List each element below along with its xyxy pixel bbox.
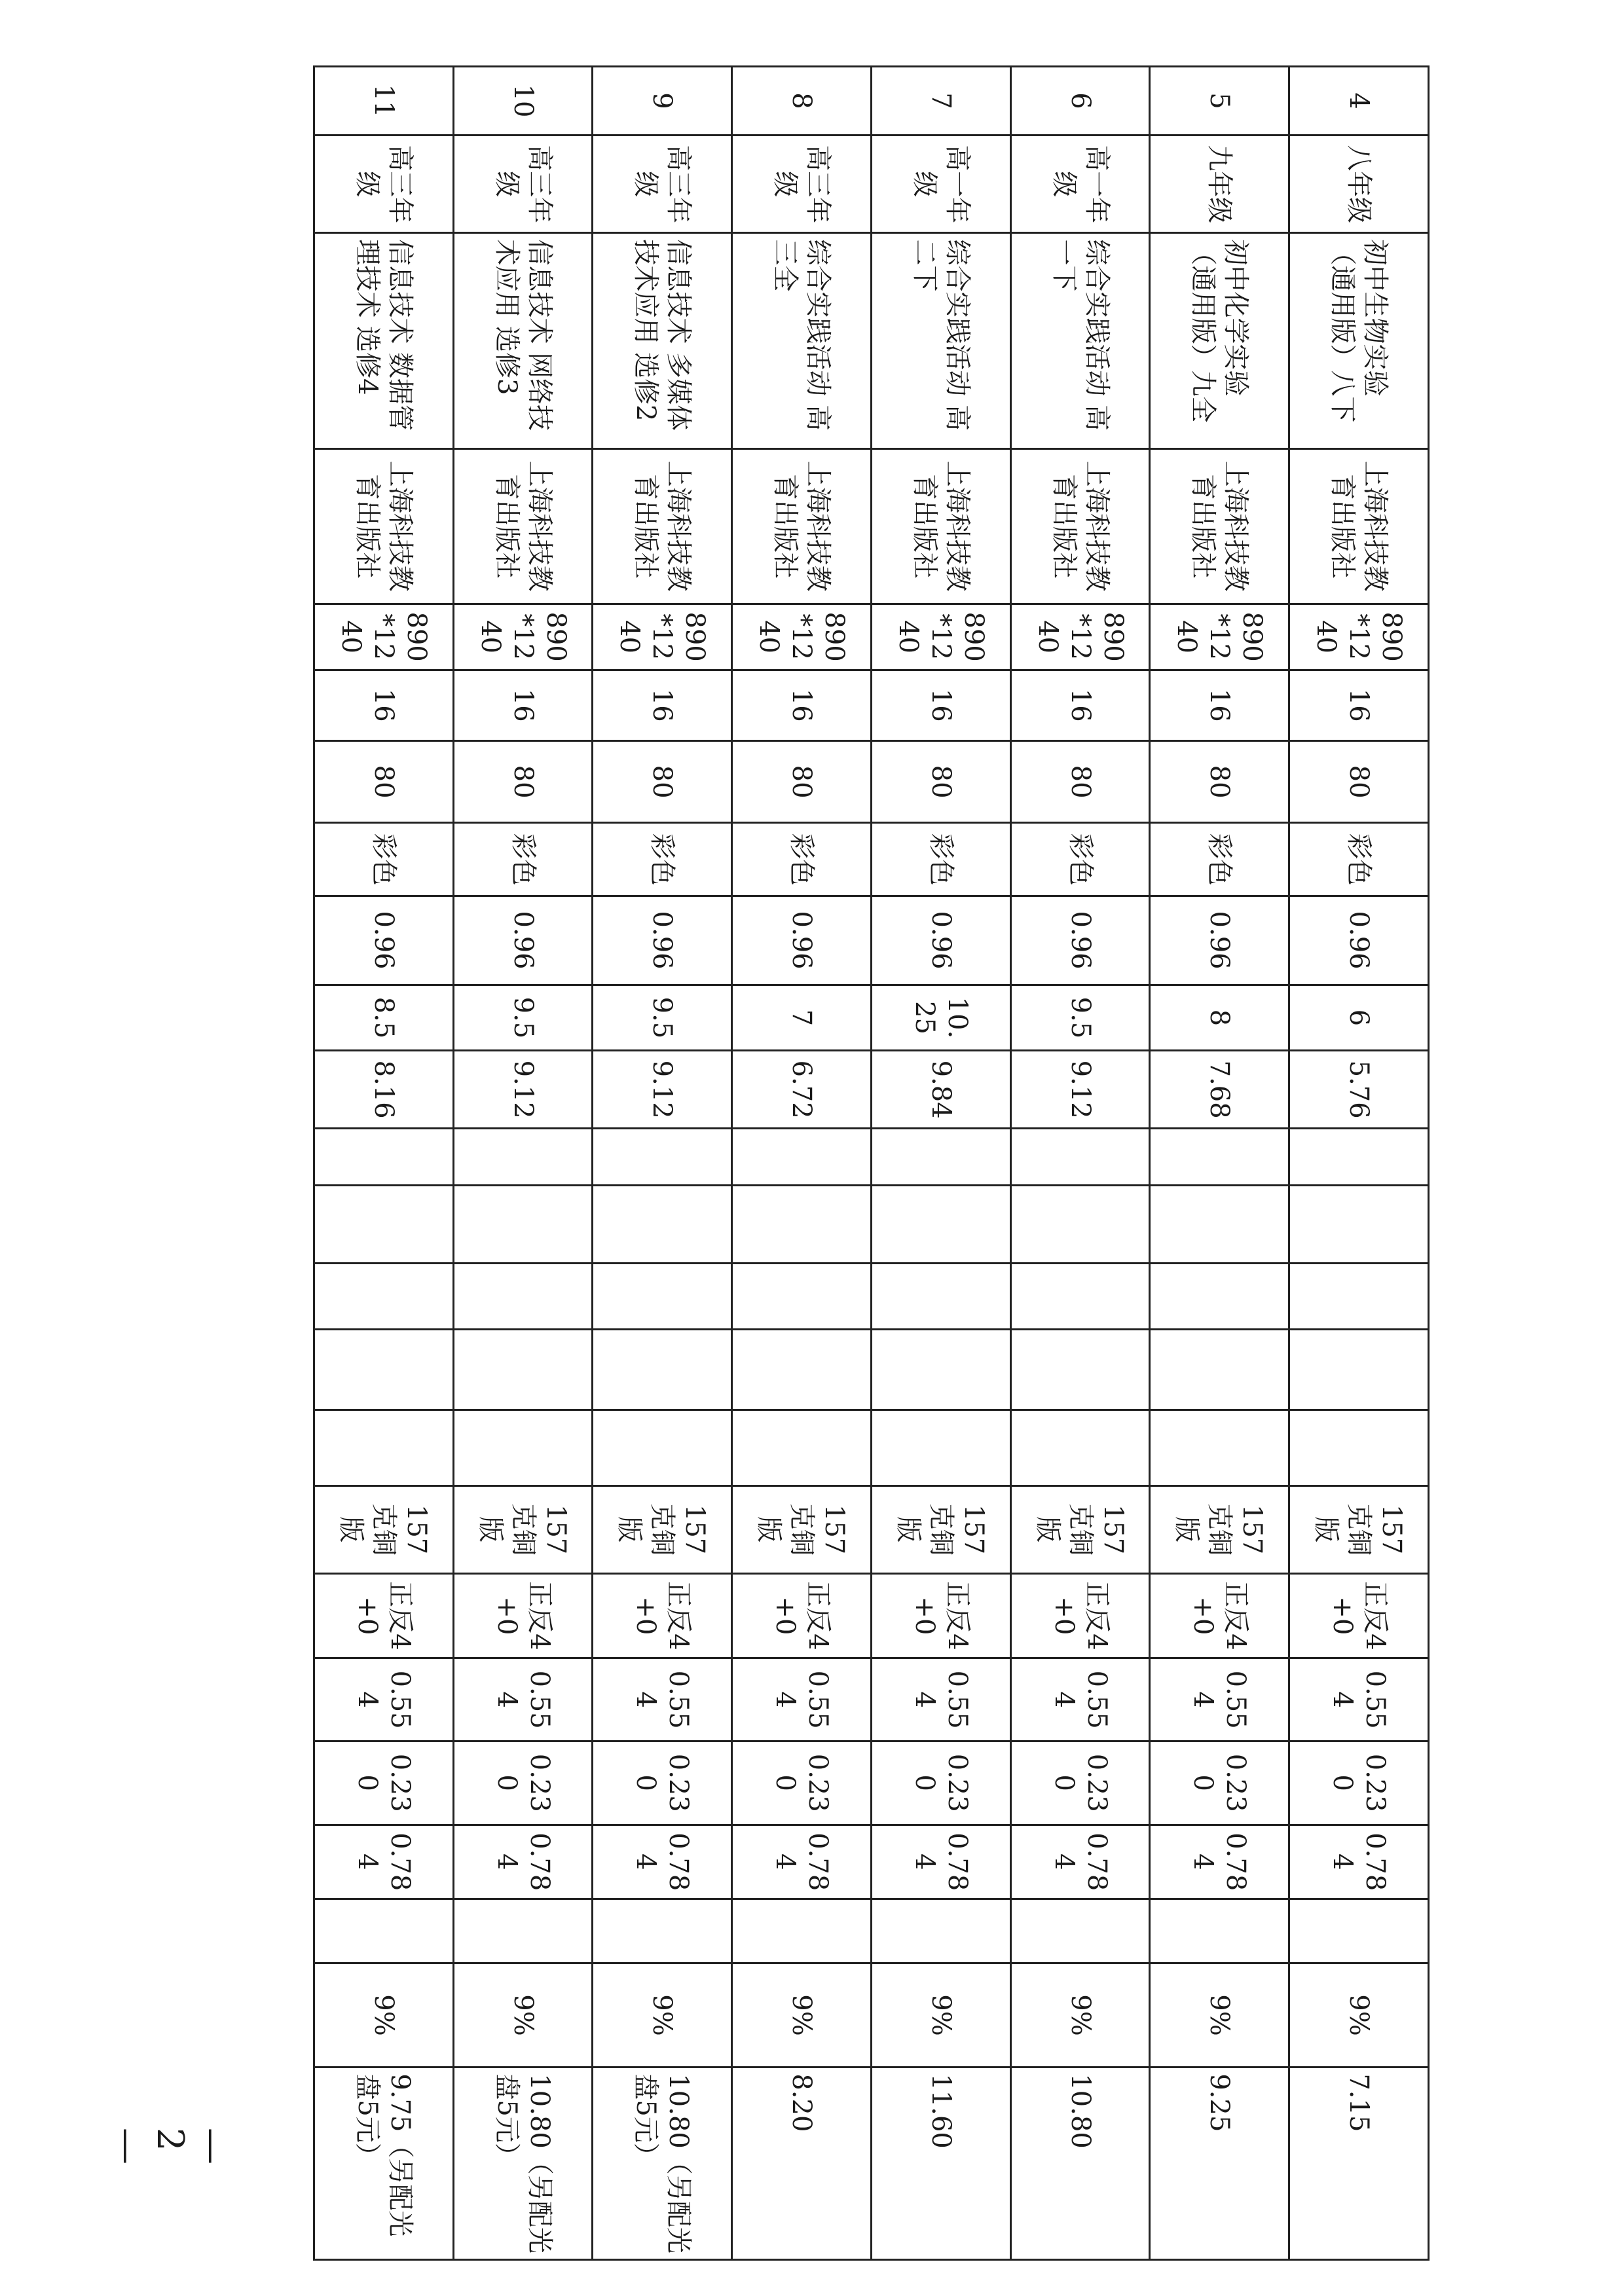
cell-empty [872,1329,1011,1410]
cell-empty [314,1263,454,1329]
cell-format: 890*1240 [314,604,454,670]
cell-empty [732,1329,872,1410]
cell-empty [1289,1263,1429,1329]
cell-grade: 高一年级 [872,136,1011,233]
table-row [732,67,872,2260]
cell-color: 彩色 [593,823,732,896]
cell-price_a: 10.25 [872,985,1011,1051]
cell-price_b: 8.16 [314,1051,454,1128]
cell-empty [872,1410,1011,1485]
table-row [314,67,454,2260]
cell-sheets: 0.96 [314,896,454,985]
cell-grade: 高三年级 [732,136,872,233]
cell-kai: 16 [732,670,872,740]
cell-empty [453,1186,593,1263]
cell-v1: 0.554 [1010,1658,1150,1741]
cell-no: 6 [1010,67,1150,136]
cell-kai: 16 [1150,670,1289,740]
cell-price_b: 9.12 [593,1051,732,1128]
cell-v3: 0.784 [593,1825,732,1899]
cell-discount: 9% [872,1963,1011,2068]
cell-print: 正反4+0 [1289,1573,1429,1658]
cell-paper: 157克铜版 [1289,1485,1429,1573]
cell-no: 9 [593,67,732,136]
cell-grade: 高三年级 [314,136,454,233]
cell-v2: 0.230 [1289,1741,1429,1825]
cell-format: 890*1240 [1010,604,1150,670]
cell-sheets: 0.96 [593,896,732,985]
table-body [314,67,1429,2260]
cell-empty [314,1329,454,1410]
cell-empty [1010,1410,1150,1485]
cell-price_a: 8 [1150,985,1289,1051]
cell-discount: 9% [1010,1963,1150,2068]
cell-format: 890*1240 [872,604,1011,670]
cell-title: 信息技术 数据管理技术 选修4 [314,233,454,449]
cell-empty [1010,1899,1150,1963]
cell-pages: 80 [872,740,1011,823]
cell-print: 正反4+0 [872,1573,1011,1658]
cell-paper: 157克铜版 [453,1485,593,1573]
cell-v2: 0.230 [732,1741,872,1825]
cell-v3: 0.784 [1150,1825,1289,1899]
cell-v3: 0.784 [314,1825,454,1899]
cell-empty [1150,1899,1289,1963]
table-row [1010,67,1150,2260]
cell-publisher: 上海科技教育出版社 [872,448,1011,604]
cell-no: 5 [1150,67,1289,136]
cell-v3: 0.784 [453,1825,593,1899]
table-row [1150,67,1289,2260]
cell-title: 信息技术 多媒体技术应用 选修2 [593,233,732,449]
cell-title: 综合实践活动 高二下 [872,233,1011,449]
table-row [1289,67,1429,2260]
cell-print: 正反4+0 [314,1573,454,1658]
cell-price_b: 9.12 [1010,1051,1150,1128]
cell-empty [593,1410,732,1485]
cell-empty [1150,1128,1289,1186]
cell-pages: 80 [732,740,872,823]
cell-final: 7.15 [1289,2068,1429,2260]
cell-empty [453,1410,593,1485]
cell-no: 8 [732,67,872,136]
cell-price_a: 9.5 [1010,985,1150,1051]
cell-empty [1150,1263,1289,1329]
cell-empty [872,1263,1011,1329]
cell-empty [314,1186,454,1263]
cell-kai: 16 [1010,670,1150,740]
cell-paper: 157克铜版 [872,1485,1011,1573]
cell-v1: 0.554 [314,1658,454,1741]
cell-paper: 157克铜版 [1010,1485,1150,1573]
cell-pages: 80 [314,740,454,823]
cell-price_b: 7.68 [1150,1051,1289,1128]
cell-sheets: 0.96 [732,896,872,985]
cell-title: 综合实践活动 高一下 [1010,233,1150,449]
cell-title: 初中化学实验（通用版）九全 [1150,233,1289,449]
cell-final: 9.25 [1150,2068,1289,2260]
cell-pages: 80 [1010,740,1150,823]
cell-final: 10.80 [1010,2068,1150,2260]
cell-format: 890*1240 [732,604,872,670]
cell-empty [593,1128,732,1186]
cell-paper: 157克铜版 [314,1485,454,1573]
cell-empty [1150,1329,1289,1410]
cell-price_a: 7 [732,985,872,1051]
cell-no: 10 [453,67,593,136]
cell-final: 10.80（另配光盘5元） [453,2068,593,2260]
cell-v1: 0.554 [872,1658,1011,1741]
cell-sheets: 0.96 [1010,896,1150,985]
cell-pages: 80 [593,740,732,823]
cell-publisher: 上海科技教育出版社 [1150,448,1289,604]
cell-empty [732,1263,872,1329]
cell-publisher: 上海科技教育出版社 [1289,448,1429,604]
cell-sheets: 0.96 [1289,896,1429,985]
cell-color: 彩色 [314,823,454,896]
cell-pages: 80 [453,740,593,823]
cell-empty [314,1410,454,1485]
cell-empty [1150,1410,1289,1485]
cell-grade: 高三年级 [593,136,732,233]
cell-kai: 16 [872,670,1011,740]
cell-empty [1150,1186,1289,1263]
cell-final: 9.75（另配光盘5元） [314,2068,454,2260]
cell-paper: 157克铜版 [732,1485,872,1573]
cell-no: 7 [872,67,1011,136]
cell-price_b: 9.84 [872,1051,1011,1128]
cell-v2: 0.230 [1150,1741,1289,1825]
cell-price_b: 6.72 [732,1051,872,1128]
table-row [872,67,1011,2260]
cell-print: 正反4+0 [1150,1573,1289,1658]
cell-sheets: 0.96 [872,896,1011,985]
cell-color: 彩色 [872,823,1011,896]
table-row [593,67,732,2260]
page-number: — 2 — [106,2128,234,2164]
cell-pages: 80 [1150,740,1289,823]
cell-empty [453,1329,593,1410]
cell-final: 8.20 [732,2068,872,2260]
cell-price_a: 6 [1289,985,1429,1051]
cell-empty [872,1899,1011,1963]
cell-kai: 16 [1289,670,1429,740]
cell-kai: 16 [593,670,732,740]
cell-empty [1010,1329,1150,1410]
cell-sheets: 0.96 [1150,896,1289,985]
cell-color: 彩色 [1150,823,1289,896]
cell-publisher: 上海科技教育出版社 [453,448,593,604]
cell-paper: 157克铜版 [1150,1485,1289,1573]
cell-v3: 0.784 [1289,1825,1429,1899]
cell-discount: 9% [453,1963,593,2068]
cell-empty [593,1263,732,1329]
cell-v3: 0.784 [1010,1825,1150,1899]
cell-kai: 16 [314,670,454,740]
cell-v2: 0.230 [1010,1741,1150,1825]
cell-color: 彩色 [1289,823,1429,896]
cell-empty [1289,1186,1429,1263]
cell-v1: 0.554 [732,1658,872,1741]
cell-empty [1010,1186,1150,1263]
cell-color: 彩色 [732,823,872,896]
cell-kai: 16 [453,670,593,740]
table-row [453,67,593,2260]
cell-v2: 0.230 [314,1741,454,1825]
cell-empty [732,1410,872,1485]
cell-empty [453,1263,593,1329]
cell-discount: 9% [593,1963,732,2068]
cell-sheets: 0.96 [453,896,593,985]
cell-v2: 0.230 [593,1741,732,1825]
cell-no: 11 [314,67,454,136]
cell-discount: 9% [314,1963,454,2068]
cell-empty [314,1128,454,1186]
cell-empty [314,1899,454,1963]
cell-print: 正反4+0 [453,1573,593,1658]
cell-print: 正反4+0 [732,1573,872,1658]
cell-empty [593,1899,732,1963]
cell-publisher: 上海科技教育出版社 [1010,448,1150,604]
cell-pages: 80 [1289,740,1429,823]
cell-price_a: 9.5 [453,985,593,1051]
cell-publisher: 上海科技教育出版社 [314,448,454,604]
cell-no: 4 [1289,67,1429,136]
cell-publisher: 上海科技教育出版社 [593,448,732,604]
cell-final: 11.60 [872,2068,1011,2260]
cell-empty [732,1899,872,1963]
cell-v3: 0.784 [872,1825,1011,1899]
cell-color: 彩色 [1010,823,1150,896]
cell-title: 初中生物实验（通用版）八下 [1289,233,1429,449]
cell-grade: 高一年级 [1010,136,1150,233]
cell-v1: 0.554 [1150,1658,1289,1741]
cell-publisher: 上海科技教育出版社 [732,448,872,604]
cell-discount: 9% [732,1963,872,2068]
cell-format: 890*1240 [1150,604,1289,670]
cell-v1: 0.554 [1289,1658,1429,1741]
cell-price_a: 9.5 [593,985,732,1051]
cell-print: 正反4+0 [593,1573,732,1658]
cell-empty [872,1186,1011,1263]
cell-format: 890*1240 [453,604,593,670]
price-table [313,65,1430,2261]
cell-v3: 0.784 [732,1825,872,1899]
cell-empty [1289,1899,1429,1963]
cell-discount: 9% [1150,1963,1289,2068]
cell-price_b: 9.12 [453,1051,593,1128]
cell-empty [1289,1329,1429,1410]
cell-title: 综合实践活动 高三全 [732,233,872,449]
cell-final: 10.80（另配光盘5元） [593,2068,732,2260]
cell-empty [1289,1128,1429,1186]
cell-empty [593,1329,732,1410]
cell-v1: 0.554 [593,1658,732,1741]
price-table-rotated [313,65,1430,2261]
cell-empty [453,1128,593,1186]
cell-color: 彩色 [453,823,593,896]
cell-empty [732,1128,872,1186]
cell-title: 信息技术 网络技术应用 选修3 [453,233,593,449]
cell-grade: 九年级 [1150,136,1289,233]
cell-discount: 9% [1289,1963,1429,2068]
cell-price_b: 5.76 [1289,1051,1429,1128]
cell-price_a: 8.5 [314,985,454,1051]
cell-paper: 157克铜版 [593,1485,732,1573]
cell-format: 890*1240 [1289,604,1429,670]
cell-grade: 高三年级 [453,136,593,233]
cell-v1: 0.554 [453,1658,593,1741]
cell-grade: 八年级 [1289,136,1429,233]
cell-empty [732,1186,872,1263]
cell-empty [593,1186,732,1263]
cell-empty [872,1128,1011,1186]
cell-empty [1289,1410,1429,1485]
cell-empty [453,1899,593,1963]
cell-v2: 0.230 [453,1741,593,1825]
cell-empty [1010,1263,1150,1329]
cell-empty [1010,1128,1150,1186]
cell-print: 正反4+0 [1010,1573,1150,1658]
cell-format: 890*1240 [593,604,732,670]
cell-v2: 0.230 [872,1741,1011,1825]
